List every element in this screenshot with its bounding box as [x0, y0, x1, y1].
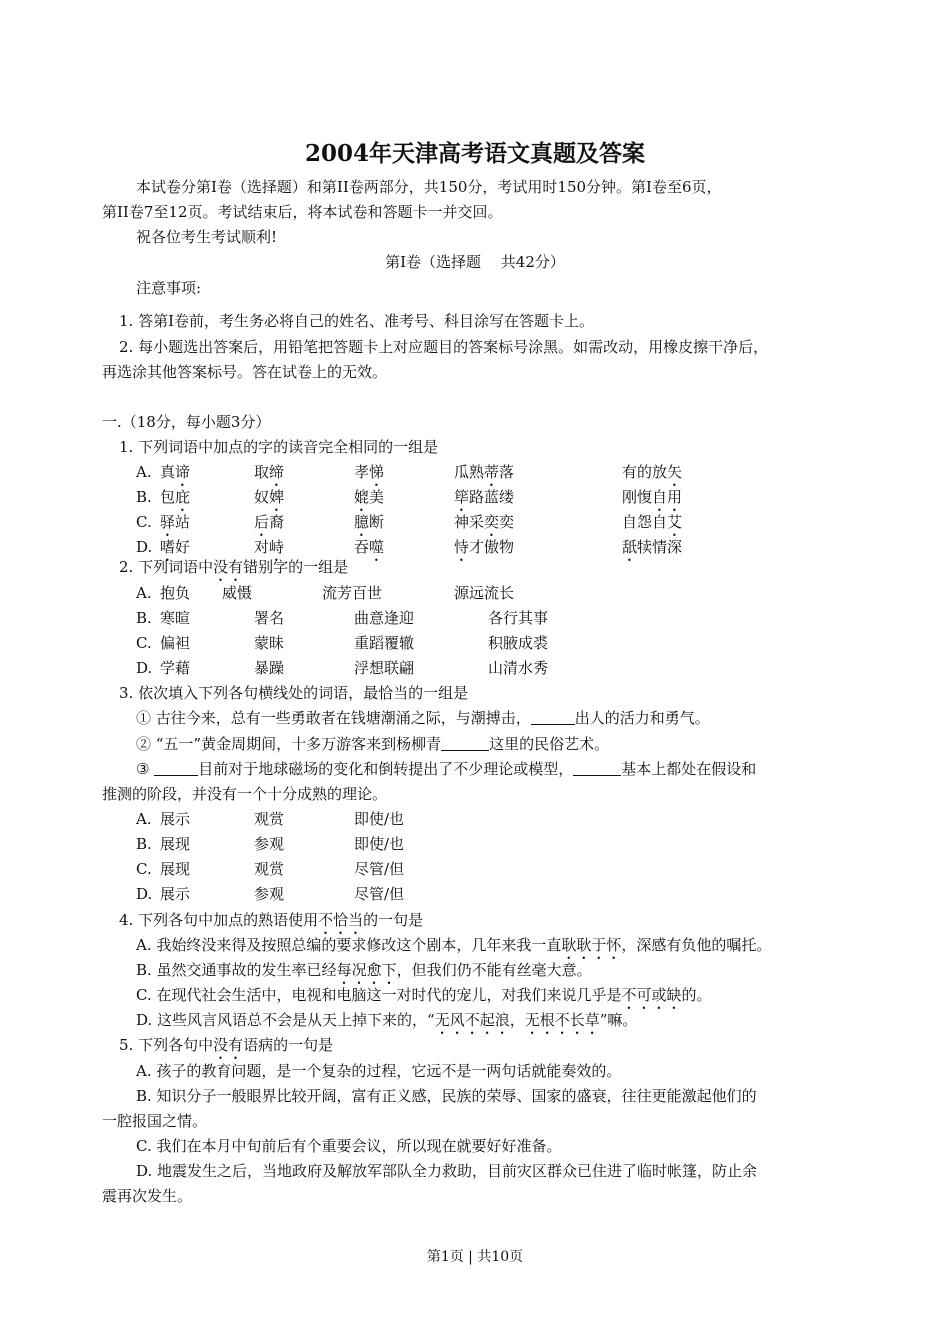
q2-stem-emphasis: 没有 [213, 558, 244, 576]
q4-c-idiom: 不可或缺 [621, 986, 682, 1004]
q2-option-label: B. [136, 609, 152, 627]
q3-s2-part-b: 这里的民俗艺术。 [489, 735, 610, 753]
q1-word-part: 好 [175, 538, 191, 556]
q3-blank-1 [531, 709, 575, 725]
q1-stem: 1. 下列词语中加点的字的读音完全相同的一组是 [119, 438, 439, 456]
q3-word: 尽管/但 [354, 860, 405, 878]
q1-word-part: 恃 [454, 538, 470, 556]
q3-option-row [136, 808, 405, 830]
intro-line-2: 第II卷7至12页。考试结束后，将本试卷和答题卡一并交回。 [102, 203, 503, 221]
q4-d-mid: ， [509, 1011, 525, 1029]
q3-word: 展示 [160, 885, 191, 903]
q5-stem [119, 1034, 333, 1063]
q5-option-b-line-1: B. 知识分子一般眼界比较开阔，富有正义感，民族的荣辱、国家的盛衰，往往更能激起他们的 [136, 1087, 757, 1105]
q1-word-part: 愎 [637, 488, 653, 506]
q4-d-post: ”嘛。 [599, 1011, 638, 1029]
q3-word: 即使/也 [354, 835, 405, 853]
q1-word-part: 艾 [667, 513, 683, 531]
q1-word-part: 美 [369, 488, 385, 506]
q1-word-part: 媲 [354, 488, 370, 506]
q4-a-pre: A. 我始终没来得及按照总编的要求修改这个剧本，几年来我一直 [136, 936, 562, 954]
q1-option-row [136, 536, 683, 558]
q1-word-part: 自怨自 [622, 513, 668, 531]
q3-option-row [136, 858, 405, 880]
q1-word-part: 谛 [175, 463, 191, 481]
q3-word: 即使/也 [354, 810, 405, 828]
q1-word-part: 路蓝缕 [469, 488, 515, 506]
q2-a-w4: 源远流长 [454, 584, 515, 602]
q5-option-d-line-2: 震再次发生。 [102, 1187, 193, 1205]
q2-stem-post: 错别字的一组是 [243, 558, 349, 576]
q4-stem-post: 的一句是 [363, 911, 424, 929]
q3-word: 参观 [254, 835, 285, 853]
q3-blank-4 [573, 760, 621, 776]
q1-word-part: 后 [254, 513, 270, 531]
intro-line-1: 本试卷分第Ⅰ卷（选择题）和第II卷两部分，共150分，考试用时150分钟。第Ⅰ卷至6页， [136, 178, 722, 196]
q5-stem-emphasis: 没有 [213, 1036, 244, 1054]
q1-word-part: 奕 [484, 513, 500, 531]
q3-option-label: A. [136, 810, 152, 828]
q3-blank-3 [154, 760, 198, 776]
q2-option-a [136, 582, 515, 604]
q1-word-part: 蒂 [484, 463, 500, 481]
q2-word: 署名 [254, 609, 285, 627]
q4-c-post: 的。 [681, 986, 712, 1004]
q1-word-part: 瓜熟 [454, 463, 485, 481]
document-title: 2004年天津高考语文真题及答案 [304, 140, 645, 167]
q3-word: 展示 [160, 810, 191, 828]
q1-word-part: 断 [369, 513, 385, 531]
q2-stem-pre: 2. 下列词语中 [119, 558, 214, 576]
q1-word-part: 取 [254, 463, 270, 481]
q4-stem-emphasis: 不恰当 [318, 911, 364, 929]
q3-s2-part-a: ② “五一”黄金周期间，十多万游客来到杨柳青 [136, 735, 442, 753]
q1-word-part: 站 [175, 513, 191, 531]
q5-option-d-line-1: D. 地震发生之后，当地政府及解放军部队全力救助，目前灾区群众已住进了临时帐篷，防止余 [136, 1162, 758, 1180]
notes-heading: 注意事项: [136, 279, 202, 297]
q1-word [622, 536, 682, 565]
q1-word-part: 嗜 [160, 538, 176, 556]
q2-word: 浮想联翩 [354, 659, 415, 677]
note-2a: 2. 每小题选出答案后，用铅笔把答题卡上对应题目的答案标号涂黑。如需改动，用橡皮擦干净后， [119, 338, 769, 356]
page-footer: 第1页 | 共10页 [426, 1249, 524, 1265]
q1-word-part: 筚 [454, 488, 470, 506]
q3-s3-marker: ③ [136, 760, 155, 778]
q1-word-part: 峙 [269, 538, 285, 556]
q1-word-part: 噬 [369, 538, 385, 556]
q1-word-part: 神采 [454, 513, 485, 531]
q3-option-row [136, 833, 405, 855]
q1-option-label: A. [136, 463, 152, 481]
section-1-heading: 一.（18分，每小题3分） [102, 413, 271, 431]
q2-word: 各行其事 [488, 609, 549, 627]
q5-option-c: C. 我们在本月中旬前后有个重要会议，所以现在就要好好准备。 [136, 1137, 562, 1155]
q4-a-idiom: 耿耿于怀 [561, 936, 622, 954]
q1-option-row [136, 511, 683, 533]
q2-option-row [136, 657, 549, 679]
q2-stem [119, 556, 348, 585]
q1-word-part: 对 [254, 538, 270, 556]
q4-c-pre: C. 在现代社会生活中，电视和电脑这一对时代的宠儿，对我们来说几乎是 [136, 986, 622, 1004]
q3-s3-part-a: 目前对于地球磁场的变化和倒转提出了不少理论或模型， [198, 760, 574, 778]
q1-word-part: 缔 [269, 463, 285, 481]
q2-option-label: C. [136, 634, 152, 652]
q3-word: 展现 [160, 860, 191, 878]
note-2b: 再选涂其他答案标号。答在试卷上的无效。 [102, 363, 388, 381]
q1-word-part: 奴 [254, 488, 270, 506]
q5-stem-post: 语病的一句是 [243, 1036, 334, 1054]
q3-sentence-3-cont: 推测的阶段，并没有一个十分成熟的理论。 [102, 785, 388, 803]
q3-option-label: B. [136, 835, 152, 853]
q2-a-label: A. [136, 584, 152, 602]
q3-sentence-3 [136, 758, 756, 780]
q1-option-label: D. [136, 538, 153, 556]
q1-word [354, 536, 384, 565]
q2-word: 偏袒 [160, 634, 191, 652]
q4-b-idiom: 每况愈下 [336, 961, 397, 979]
q1-word-part: 自用 [652, 488, 683, 506]
q1-word-part: 犊情深 [637, 538, 683, 556]
q1-word-part: 吞 [354, 538, 370, 556]
q4-a-post: ，深感有负他的嘱托。 [621, 936, 772, 954]
q1-word-part: 真 [160, 463, 176, 481]
q1-word-part: 有的放 [622, 463, 668, 481]
q1-word-part: 落 [499, 463, 515, 481]
note-1: 1. 答第Ⅰ卷前，考生务必将自己的姓名、准考号、科目涂写在答题卡上。 [119, 312, 595, 330]
q3-word: 展现 [160, 835, 191, 853]
q2-a-w3: 流芳百世 [322, 584, 383, 602]
q1-word-part: 矢 [667, 463, 683, 481]
q5-stem-pre: 5. 下列各句中 [119, 1036, 214, 1054]
q1-word-part: 刚 [622, 488, 638, 506]
q1-word-part: 包 [160, 488, 176, 506]
q2-option-label: D. [136, 659, 153, 677]
q1-option-row [136, 461, 683, 483]
q3-stem: 3. 依次填入下列各句横线处的词语，最恰当的一组是 [119, 684, 469, 702]
q4-stem-pre: 4. 下列各句中加点的熟语使用 [119, 911, 319, 929]
q1-word-part: 孝 [354, 463, 370, 481]
q3-sentence-2 [136, 733, 609, 755]
q3-blank-2 [441, 735, 489, 751]
q1-word-part: 裔 [269, 513, 285, 531]
q1-option-row [136, 486, 683, 508]
q1-word-part: 庇 [175, 488, 191, 506]
q3-s1-part-b: 出人的活力和勇气。 [574, 709, 710, 727]
q1-option-label: C. [136, 513, 152, 531]
q3-word: 参观 [254, 885, 285, 903]
q3-s3-part-b: 基本上都处在假设和 [621, 760, 757, 778]
q3-option-row [136, 883, 405, 905]
q3-sentence-1 [136, 707, 710, 729]
q4-b-pre: B. 虽然交通事故的发生率已经 [136, 961, 337, 979]
q1-option-label: B. [136, 488, 152, 506]
q4-b-post: ，但我们仍不能有丝毫大意。 [396, 961, 592, 979]
q2-word: 积腋成裘 [488, 634, 549, 652]
q4-d-idiom-1: 无风不起浪 [434, 1011, 510, 1029]
q1-word-part: 奕 [499, 513, 515, 531]
q2-word: 寒暄 [160, 609, 191, 627]
q4-d-pre: D. 这些风言风语总不会是从天上掉下来的，“ [136, 1011, 435, 1029]
q4-d-idiom-2: 无根不长草 [524, 1011, 600, 1029]
part1-heading: 第Ⅰ卷（选择题 共42分） [385, 253, 565, 271]
q1-word [454, 536, 514, 565]
q2-word: 曲意逢迎 [354, 609, 415, 627]
q2-option-row [136, 632, 549, 654]
q2-word: 蒙昧 [254, 634, 285, 652]
q3-option-label: C. [136, 860, 152, 878]
q5-option-a: A. 孩子的教育问题，是一个复杂的过程，它远不是一两句话就能奏效的。 [136, 1062, 622, 1080]
q2-a-w2: 威慑 [222, 584, 253, 602]
q3-s1-part-a: ① 古往今来，总有一些勇敢者在钱塘潮涌之际，与潮搏击， [136, 709, 531, 727]
q2-option-row [136, 607, 549, 629]
q3-word: 观赏 [254, 860, 285, 878]
q2-word: 学藉 [160, 659, 191, 677]
q2-word: 重蹈覆辙 [354, 634, 415, 652]
q1-word-part: 臆 [354, 513, 370, 531]
q2-word: 暴躁 [254, 659, 285, 677]
intro-wish: 祝各位考生考试顺利! [136, 228, 278, 246]
q1-word-part: 才傲物 [469, 538, 515, 556]
q3-word: 尽管/但 [354, 885, 405, 903]
q2-word: 山清水秀 [488, 659, 549, 677]
q2-a-w1: 抱负 [160, 584, 191, 602]
q1-word-part: 婢 [269, 488, 285, 506]
q5-option-b-line-2: 一腔报国之情。 [102, 1112, 208, 1130]
q1-word-part: 驿 [160, 513, 176, 531]
q3-option-label: D. [136, 885, 153, 903]
q3-word: 观赏 [254, 810, 285, 828]
q1-word-part: 悌 [369, 463, 385, 481]
q1-word-part: 舐 [622, 538, 638, 556]
